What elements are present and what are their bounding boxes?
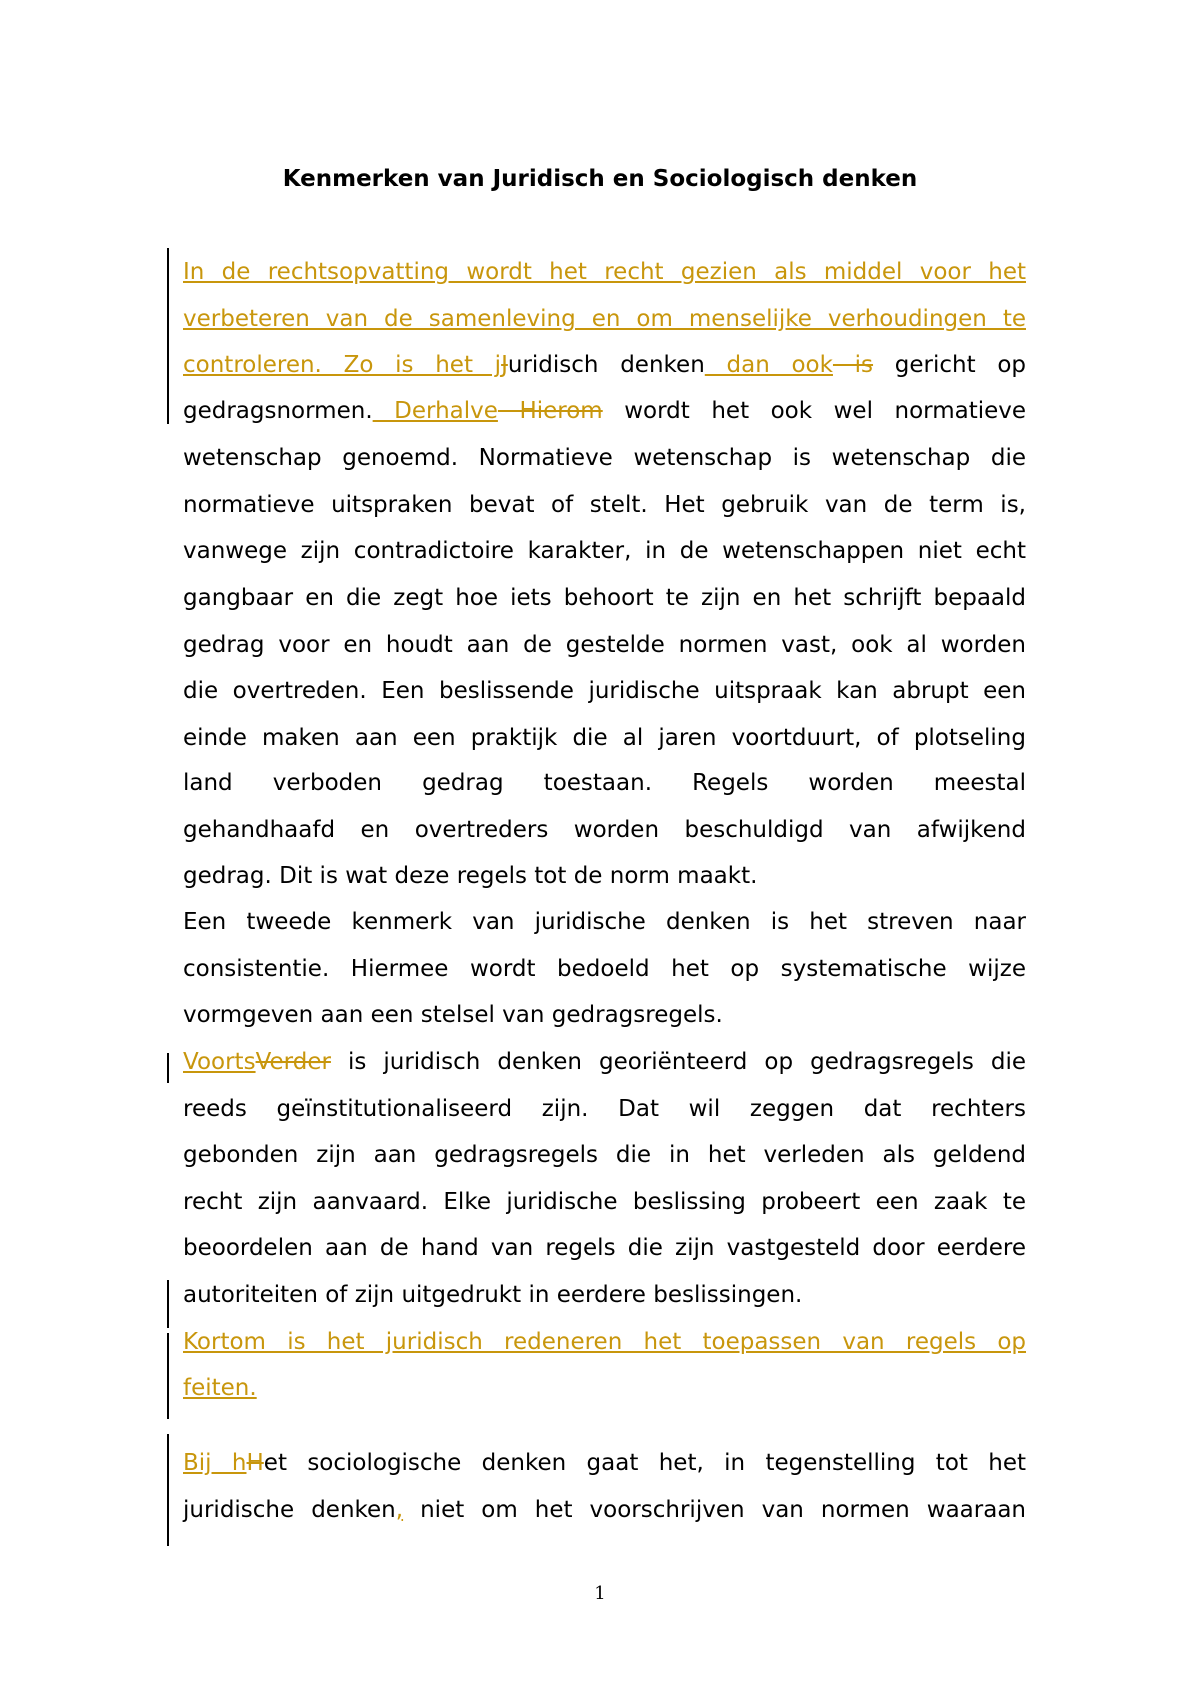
text-run: die overtreden. Een beslissende juridische uitspraak kan abrupt een <box>183 678 1026 704</box>
text-line <box>183 304 1026 334</box>
text-run: vanwege zijn contradictoire karakter, in de wetenschappen niet echt <box>183 538 1026 564</box>
text-run: is juridisch denken georiënteerd op gedragsregels die <box>330 1049 1026 1075</box>
text-run: gedragsnormen. <box>183 398 373 424</box>
text-line <box>183 676 1026 706</box>
text-line <box>183 443 1026 473</box>
tracked-insertion: feiten. <box>183 1375 257 1401</box>
text-line <box>183 257 1026 287</box>
text-run: autoriteiten of zijn uitgedrukt in eerdere beslissingen. <box>183 1282 803 1308</box>
text-run: gedrag. Dit is wat deze regels tot de norm maakt. <box>183 863 758 889</box>
text-run: juridische denken <box>183 1497 396 1523</box>
text-line <box>183 536 1026 566</box>
text-line <box>183 630 1026 660</box>
tracked-insertion: Bij h <box>183 1450 247 1476</box>
text-run: land verboden gedrag toestaan. Regels worden meestal <box>183 770 1026 796</box>
text-run: Een tweede kenmerk van juridische denken is het streven naar <box>183 909 1026 935</box>
tracked-deletion: is <box>832 352 874 378</box>
text-line <box>183 907 1026 937</box>
change-bar <box>167 248 169 424</box>
tracked-insertion: controleren. Zo is het j <box>183 352 502 378</box>
tracked-insertion: verbeteren van de samenleving en om menselijke verhoudingen te <box>183 306 1026 332</box>
change-bar <box>167 1053 169 1083</box>
tracked-insertion: Kortom is het juridisch redeneren het toepassen van regels op <box>183 1329 1026 1355</box>
text-run: wordt het ook wel normatieve <box>602 398 1027 424</box>
text-run: beoordelen aan de hand van regels die zijn vastgesteld door eerdere <box>183 1235 1026 1261</box>
text-line <box>183 723 1026 753</box>
page-number: 1 <box>594 1583 606 1604</box>
text-run: recht zijn aanvaard. Elke juridische beslissing probeert een zaak te <box>183 1189 1026 1215</box>
text-line <box>183 1000 1026 1030</box>
text-line <box>183 768 1026 798</box>
text-line <box>183 1280 1026 1310</box>
text-run: et sociologische denken gaat het, in tegenstelling tot het <box>263 1450 1027 1476</box>
text-line <box>183 1495 1026 1525</box>
text-line <box>183 1094 1026 1124</box>
text-run: gangbaar en die zegt hoe iets behoort te zijn en het schrijft bepaald <box>183 585 1026 611</box>
text-line <box>183 396 1026 426</box>
text-line <box>183 954 1026 984</box>
text-run: wetenschap genoemd. Normatieve wetenschap is wetenschap die <box>183 445 1026 471</box>
change-bar <box>167 1333 169 1419</box>
text-run: niet om het voorschrijven van normen waaraan <box>403 1497 1026 1523</box>
text-run: gebonden zijn aan gedragsregels die in het verleden als geldend <box>183 1142 1026 1168</box>
tracked-insertion: Derhalve <box>372 398 498 424</box>
text-run: einde maken aan een praktijk die al jaren voortduurt, of plotseling <box>183 725 1026 751</box>
text-line <box>183 1047 1026 1077</box>
text-run: uridisch denken <box>507 352 705 378</box>
tracked-deletion: Verder <box>255 1049 331 1075</box>
tracked-insertion: Voorts <box>183 1049 256 1075</box>
text-line <box>183 490 1026 520</box>
text-line <box>183 1327 1026 1357</box>
text-line <box>183 583 1026 613</box>
text-run: vormgeven aan een stelsel van gedragsregels. <box>183 1002 723 1028</box>
text-run: reeds geïnstitutionaliseerd zijn. Dat wil zeggen dat rechters <box>183 1096 1026 1122</box>
text-run: consistentie. Hiermee wordt bedoeld het op systematische wijze <box>183 956 1026 982</box>
text-line <box>183 815 1026 845</box>
text-line <box>183 1373 1026 1403</box>
text-run: gedrag voor en houdt aan de gestelde normen vast, ook al worden <box>183 632 1026 658</box>
tracked-deletion: H <box>246 1450 264 1476</box>
change-bar <box>167 1434 169 1546</box>
text-line <box>183 861 1026 891</box>
text-run: gericht op <box>873 352 1026 378</box>
tracked-insertion: , <box>395 1497 404 1523</box>
text-line <box>183 1187 1026 1217</box>
text-run: normatieve uitspraken bevat of stelt. Het gebruik van de term is, <box>183 492 1026 518</box>
tracked-deletion: J <box>501 352 508 378</box>
change-bar <box>167 1280 169 1328</box>
tracked-insertion: In de rechtsopvatting wordt het recht gezien als middel voor het <box>183 259 1026 285</box>
document-title: Kenmerken van Juridisch en Sociologisch denken <box>282 166 918 192</box>
tracked-insertion: dan ook <box>704 352 833 378</box>
text-run: gehandhaafd en overtreders worden beschuldigd van afwijkend <box>183 817 1026 843</box>
text-line <box>183 1140 1026 1170</box>
text-line <box>183 1448 1026 1478</box>
text-line <box>183 1233 1026 1263</box>
tracked-deletion: Hierom <box>497 398 603 424</box>
text-line <box>183 350 1026 380</box>
